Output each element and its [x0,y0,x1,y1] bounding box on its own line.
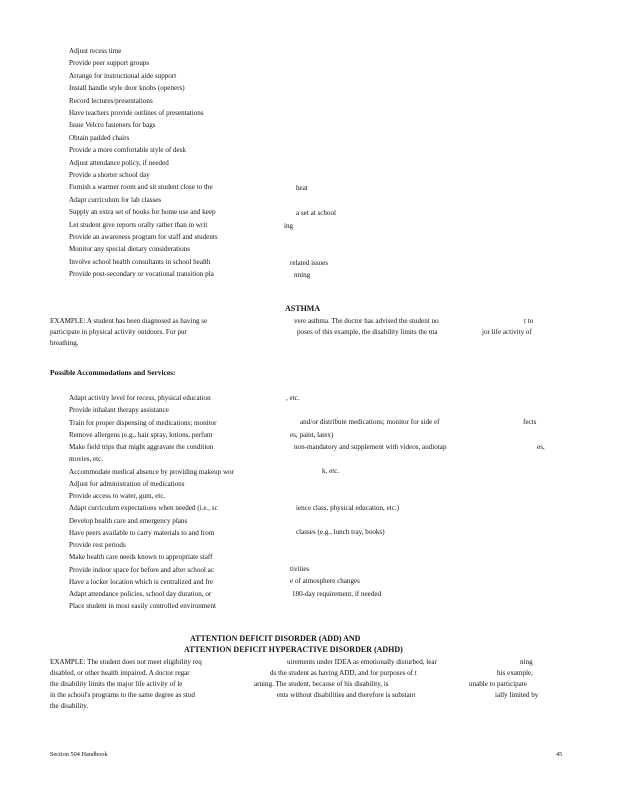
list-item-text: Provide inhalant therapy assistance [69,406,169,415]
list-item-text: Record lectures/presentations [69,96,153,105]
adhd-title-line-1: ATTENTION DEFICIT DISORDER (ADD) AND [190,634,361,643]
list-item-text: Place student in most easily controlled environment [69,602,216,611]
list-item-text: Adapt curriculum expectations when needed (i.e., sc [69,504,218,513]
adhd-line-5a: the disability. [50,702,89,710]
asthma-fragment-etc: , etc. [286,394,300,402]
list-item [60,70,176,82]
list-item [60,57,149,69]
list-item-text: Involve school health consultants in school health [69,257,211,266]
list-item-text: Adapt curriculum for lab classes [69,195,162,204]
list-item-text: Furnish a warmer room and sit student close to the [69,183,213,192]
list-item-text: movies, etc. [69,455,104,464]
list-item-text: Provide post-secondary or vocational transition pla [69,270,214,279]
list-item-text: Arrange for instructional aide support [69,71,177,80]
list-item [60,219,207,231]
list-item-text: Provide peer support groups [69,59,150,68]
list-item [60,256,210,268]
list-item-text: Issue Velcro fasteners for bags [69,121,156,130]
list-item-text: Adjust attendance policy, if needed [69,158,169,167]
adhd-line-3c: unable to participate [469,680,527,688]
list-item-text: Let student give reports orally rather than in writ [69,220,208,229]
list-item [60,539,126,551]
asthma-fragment-requirement: 180-day requirement, if needed [292,590,382,598]
list-item [60,107,204,119]
list-item [60,132,129,144]
list-item-text: Develop health care and emergency plans [69,516,188,525]
list-item [60,119,156,131]
list-item-text: Have peers available to carry materials to and from [69,528,215,537]
adhd-title-line-2: ATTENTION DEFICIT HYPERACTIVE DISORDER (ADHD) [184,645,403,654]
list-item-text: Provide access to water, gum, etc. [69,492,166,500]
asthma-para-1b: vere asthma. The doctor has advised the student no [294,317,439,325]
list-item [60,157,169,169]
asthma-para-1a: EXAMPLE: A student has been diagnosed as having se [50,317,208,325]
asthma-fragment-side-a: and/or distribute medications; monitor for side ef [300,418,440,426]
asthma-para-3a: breathing. [50,339,79,347]
list-item-text: Supply an extra set of books for home use and keep [69,208,216,217]
top-fragment-issues: related issues [290,259,329,267]
services-heading: Possible Accommodations and Services: [50,368,176,377]
list-item [60,564,214,576]
adhd-line-2c: his example, [497,669,533,677]
adhd-line-3b: arning. The student, because of his disability, is [254,680,389,688]
asthma-fragment-side-b: fects [523,418,537,426]
list-item [60,45,121,57]
list-item [60,466,234,478]
list-item [60,417,217,429]
list-item [60,392,211,404]
asthma-fragment-classes: classes (e.g., lunch tray, books) [296,528,385,536]
list-item-text: Have a locker location which is centralized and fre [69,577,214,586]
asthma-fragment-audio-a: non-mandatory and supplement with videos, audiotap [294,443,447,451]
list-item [60,588,211,600]
list-item-text: Remove allergens (e.g., hair spray, lotions, perfum [69,430,213,439]
asthma-fragment-audio-b: es, [537,443,545,451]
list-item [60,144,186,156]
list-item-text: Adjust recess time [69,47,122,55]
list-item [60,576,213,588]
top-fragment-nning: nning [294,271,311,279]
list-item [60,95,153,107]
list-item-text: Provide a more comfortable style of desk [69,146,187,155]
asthma-para-2c: jor life activity of [482,328,532,336]
list-item [60,206,216,218]
list-item [60,502,218,514]
list-item-text: Make health care needs known to appropriate staff [69,553,213,562]
list-item [60,82,185,94]
list-item-text: Provide rest periods [69,541,126,549]
asthma-para-1c: t to [524,317,534,325]
adhd-line-2a: disabled, or other health impaired. A doctor regar [50,669,190,677]
list-item-text: Obtain padded chairs [69,133,130,142]
list-item-text: Adapt activity level for recess, physical education [69,394,211,402]
asthma-fragment-tivities: tivities [290,565,310,573]
list-item [60,231,218,243]
asthma-fragment-science: ience class, physical education, etc.) [296,504,400,512]
list-item-text: Provide an awareness program for staff and students [69,233,218,241]
list-item-text: Provide indoor space for before and after school ac [69,565,214,574]
list-item [60,429,212,441]
list-item-text: Adapt attendance policies, school day duration, or [69,590,212,598]
list-item [60,600,216,612]
list-item [60,478,184,490]
list-item-text: Install handle style door knobs (openers) [69,84,185,93]
asthma-para-2b: poses of this example, the disability limits the ma [297,328,438,336]
list-item [60,169,150,181]
list-item-text: Provide a shorter school day [69,171,150,179]
list-item [60,515,187,527]
adhd-line-1c: ning [520,658,533,666]
list-item [60,194,161,206]
list-item [60,527,214,539]
top-fragment-ing: ing [284,222,294,230]
adhd-line-4c: ially limited by [495,691,539,699]
adhd-line-1b: uirements under IDEA as emotionally disturbed, lear [287,658,437,666]
top-fragment-heat: heat [296,184,308,192]
list-item-text: Adjust for administration of medications [69,479,185,488]
list-item [60,551,212,563]
list-item [60,441,213,453]
adhd-line-1a: EXAMPLE: The student does not meet eligibility req [50,658,202,666]
top-fragment-set: a set at school [296,209,336,217]
list-item-text: Train for proper dispensing of medications; monitor [69,418,217,427]
list-item [60,268,214,280]
list-item [60,243,190,255]
adhd-line-4a: in the school's programs to the same degree as stud [50,691,195,699]
list-item-text: Have teachers provide outlines of presentations [69,109,204,117]
asthma-title: ASTHMA [285,304,321,313]
adhd-line-3a: the disability limits the major life activity of le [50,680,183,688]
page-number: 45 [556,751,563,758]
list-item [60,181,213,193]
list-item [60,453,103,465]
asthma-fragment-k-etc: k, etc. [322,467,340,475]
footer-title: Section 504 Handbook [50,751,108,758]
adhd-line-2b: ds the student as having ADD, and for purposes of t [270,669,417,677]
list-item-text: Accommodate medical absence by providing makeup wor [69,467,235,476]
asthma-para-2a: participate in physical activity outdoors. For pur [50,328,187,336]
asthma-fragment-latex: es, paint, latex) [290,431,334,439]
list-item-text: Make field trips that might aggravate the condition [69,443,214,451]
list-item [60,490,165,502]
list-item-text: Monitor any special dietary considerations [69,245,190,254]
asthma-fragment-atmosphere: e of atmosphere changes [290,577,360,585]
list-item [60,404,169,416]
adhd-line-4b: ents without disabilities and therefore is substant [277,691,416,699]
